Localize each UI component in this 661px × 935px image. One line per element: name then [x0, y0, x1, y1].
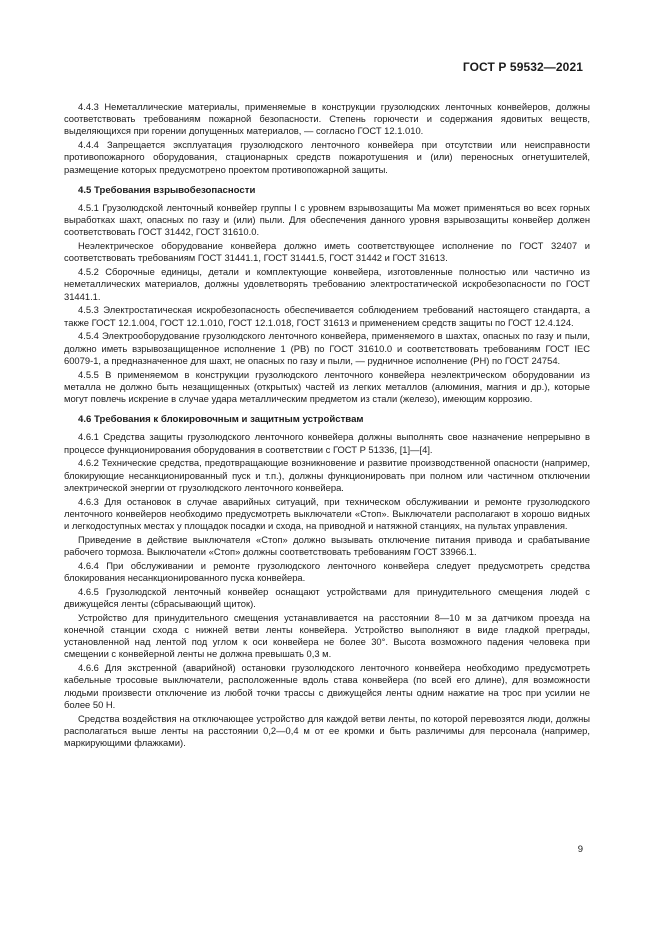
paragraph-4-6-5: 4.6.5 Грузолюдской ленточный конвейер оснащают устройствами для принудительного смещения людей с движущейся ленты (сбрасывающий щиток). — [64, 585, 590, 610]
paragraph-4-5-1: 4.5.1 Грузолюдской ленточный конвейер группы I с уровнем взрывозащиты Ма может применяться во всех горных выработках шахт, опасных по газу и (или) пыли. Для обеспечения данного уровня взрывозащиты конвейер должен соответствовать ГОСТ 31442, ГОСТ 31610.0. — [64, 202, 590, 238]
paragraph-4-5-5: 4.5.5 В применяемом в конструкции грузолюдского ленточного конвейера неэлектрическом оборудовании из металла не должно быть незащищенных (открытых) частей из легких металлов (алюминия, магния и др.), которые могут повлечь искрение в случае удара металлическим предметом из стали (железо), имеющим коррозию. — [64, 368, 590, 405]
paragraph-4-5-3: 4.5.3 Электростатическая искробезопасность обеспечивается соблюдением требований настоящего стандарта, а также ГОСТ 12.1.004, ГОСТ 12.1.010, ГОСТ 12.1.018, ГОСТ 31613 и применением средств защиты по ГОСТ 12.4.124. — [64, 304, 590, 328]
document-body — [64, 101, 590, 751]
document-code-header: ГОСТ Р 59532—2021 — [462, 60, 583, 74]
paragraph-4-6-2: 4.6.2 Технические средства, предотвращающие возникновение и развитие производственной опасности (например, блокирующие несанкционированный пуск и т.п.), должны функционировать при полном или частичном отключении электрической энергии от грузолюдского ленточного конвейера. — [64, 457, 590, 493]
section-heading-4-6: 4.6 Требования к блокировочным и защитным устройствам — [78, 414, 364, 426]
paragraph-4-6-1: 4.6.1 Средства защиты грузолюдского ленточного конвейера должны выполнять свое назначение непрерывно в процессе функционирования оборудования в соответствии с ГОСТ Р 51336, [1]—[4]. — [64, 431, 590, 455]
paragraph-4-6-5-cont: Устройство для принудительного смещения устанавливается на расстоянии 8—10 м за датчиком проезда на конечной станции схода с нижней ветви ленты конвейера. Устройство выполняют в виде гладкой преграды, установленной над лентой под углом к оси конвейера не более 30°. Высота возможного падения человека при смещении с конвейерной ленты не должна превышать 0,3 м. — [64, 611, 590, 660]
page-number: 9 — [577, 844, 583, 855]
section-heading-4-5: 4.5 Требования взрывобезопасности — [78, 184, 256, 196]
paragraph-4-5-2: 4.5.2 Сборочные единицы, детали и комплектующие конвейера, изготовленные полностью или частично из неметаллических материалов, должны удовлетворять требованию электростатической искробезопасности по ГОСТ 31441.1. — [64, 266, 590, 302]
paragraph-4-6-6-cont: Средства воздействия на отключающее устройство для каждой ветви ленты, по которой перевозятся люди, должны располагаться выше ленты на расстоянии 0,2—0,4 м от ее кромки и быть различимы для персонала (например, маркирующими флажками). — [64, 712, 590, 749]
paragraph-4-4-4: 4.4.4 Запрещается эксплуатация грузолюдского ленточного конвейера при отсутствии или неисправности противопожарного оборудования, стационарных средств пожаротушения и (или) переносных огнетушителей, размещение которых предусмотрено проектом противопожарной защиты. — [64, 139, 590, 175]
paragraph-4-6-4: 4.6.4 При обслуживании и ремонте грузолюдского ленточного конвейера следует предусмотреть средства блокирования несанкционированного пуска конвейера. — [64, 559, 590, 584]
paragraph-4-6-3-cont: Приведение в действие выключателя «Стоп» должно вызывать отключение питания привода и срабатывание рабочего тормоза. Выключатели «Стоп» должны соответствовать требованиям ГОСТ 33966.1. — [64, 533, 590, 558]
paragraph-4-6-3: 4.6.3 Для остановок в случае аварийных ситуаций, при техническом обслуживании и ремонте грузолюдского ленточного конвейеров необходимо предусмотреть выключатели «Стоп». Выключатели располагают в хорошо видных и легкодоступных местах у площадок посадки и схода, на приводной и натяжной станциях, на пультах управления. — [64, 495, 590, 532]
paragraph-4-5-1-cont: Неэлектрическое оборудование конвейера должно иметь соответствующее исполнение по ГОСТ 32407 и соответствовать требованиям ГОСТ 31441.1, ГОСТ 31441.5, ГОСТ 31442 и ГОСТ 31613. — [64, 240, 590, 264]
paragraph-4-6-6: 4.6.6 Для экстренной (аварийной) остановки грузолюдского ленточного конвейера необходимо предусмотреть кабельные тросовые выключатели, расположенные вдоль става конвейера (по всей его длине), для возможности людьми произвести отключение из любой точки трассы с движущейся ленты одним нажатие на трос при усилии не более 50 Н. — [64, 662, 590, 710]
paragraph-4-5-4: 4.5.4 Электрооборудование грузолюдского ленточного конвейера, применяемого в шахтах, опасных по газу и пыли, должно иметь взрывозащищенное исполнение 1 (РВ) по ГОСТ 31610.0 и соответствовать требованиям ГОСТ IEC 60079-1, а предназначенное для шахт, не опасных по газу и пыли, — рудничное исполнение (РН) по ГОСТ 24754. — [64, 330, 590, 366]
paragraph-4-4-3: 4.4.3 Неметаллические материалы, применяемые в конструкции грузолюдских ленточных конвейеров, должны соответствовать требованиям пожарной безопасности. Степень горючести и содержания ядовитых веществ, выделяющихся при горении допущенных материалов, — согласно ГОСТ 12.1.010. — [64, 101, 590, 137]
